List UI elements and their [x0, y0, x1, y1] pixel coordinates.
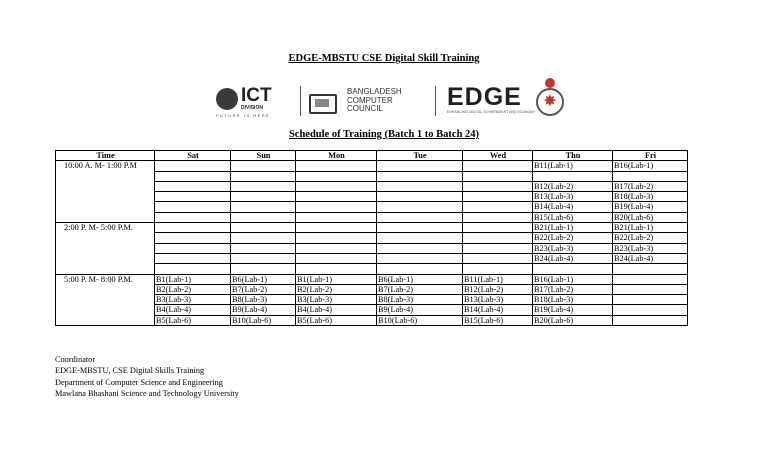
bcc-line-3: COUNCIL — [347, 104, 384, 113]
schedule-cell — [231, 161, 296, 171]
schedule-cell — [613, 171, 688, 181]
ict-division-logo — [216, 86, 286, 120]
schedule-table — [55, 150, 688, 326]
column-header: Sat — [155, 151, 231, 161]
schedule-cell — [231, 202, 296, 212]
schedule-cell: B2(Lab-2) — [155, 284, 231, 294]
schedule-cell — [296, 161, 377, 171]
schedule-cell — [463, 233, 533, 243]
schedule-cell — [533, 264, 613, 274]
schedule-cell: B3(Lab-3) — [155, 295, 231, 305]
schedule-cell — [463, 181, 533, 191]
column-header: Mon — [296, 151, 377, 161]
schedule-cell: B20(Lab-6) — [613, 212, 688, 222]
schedule-cell — [463, 212, 533, 222]
edge-logo-subtext: ENHANCING DIGITAL GOVERNMENT AND ECONOMY — [447, 110, 536, 114]
table-row — [56, 161, 688, 171]
schedule-cell: B14(Lab-4) — [463, 305, 533, 315]
schedule-cell — [231, 233, 296, 243]
schedule-cell: B6(Lab-1) — [231, 274, 296, 284]
schedule-cell: B1(Lab-1) — [296, 274, 377, 284]
coordinator-line: Department of Computer Science and Engineering — [55, 377, 223, 387]
bangladesh-map-icon — [216, 88, 238, 110]
schedule-cell — [463, 161, 533, 171]
schedule-cell: B13(Lab-3) — [533, 192, 613, 202]
schedule-cell: B3(Lab-3) — [296, 295, 377, 305]
schedule-cell — [296, 243, 377, 253]
schedule-cell — [613, 315, 688, 325]
coordinator-line: Mawlana Bhashani Science and Technology University — [55, 389, 239, 399]
seal-emblem-icon: ✸ — [536, 88, 564, 116]
schedule-cell — [463, 192, 533, 202]
schedule-cell: B6(Lab-1) — [377, 274, 463, 284]
bcc-logo — [309, 88, 419, 118]
edge-logo-text: EDGE — [447, 83, 522, 111]
schedule-cell: B11(Lab-1) — [533, 161, 613, 171]
computer-monitor-icon — [309, 94, 337, 114]
schedule-cell — [377, 202, 463, 212]
schedule-cell — [463, 202, 533, 212]
schedule-cell — [296, 171, 377, 181]
schedule-cell — [377, 223, 463, 233]
schedule-cell — [533, 171, 613, 181]
schedule-cell — [613, 305, 688, 315]
schedule-cell: B8(Lab-3) — [377, 295, 463, 305]
schedule-cell: B23(Lab-3) — [533, 243, 613, 253]
schedule-cell — [155, 212, 231, 222]
schedule-cell — [463, 223, 533, 233]
schedule-cell — [613, 274, 688, 284]
schedule-cell — [613, 264, 688, 274]
column-header: Wed — [463, 151, 533, 161]
schedule-cell: B17(Lab-2) — [533, 284, 613, 294]
schedule-cell — [296, 223, 377, 233]
schedule-cell — [231, 212, 296, 222]
bcc-line-2: COMPUTER — [347, 95, 393, 105]
schedule-cell — [377, 264, 463, 274]
schedule-cell: B24(Lab-4) — [533, 253, 613, 263]
schedule-cell — [463, 253, 533, 263]
schedule-cell — [155, 233, 231, 243]
column-header: Tue — [377, 151, 463, 161]
schedule-cell — [296, 253, 377, 263]
schedule-title: Schedule of Training (Batch 1 to Batch 24) — [288, 129, 480, 140]
schedule-cell: B10(Lab-6) — [231, 315, 296, 325]
schedule-cell: B19(Lab-4) — [533, 305, 613, 315]
coordinator-line: Coordinator — [55, 355, 96, 364]
schedule-cell — [377, 233, 463, 243]
schedule-cell: B4(Lab-4) — [155, 305, 231, 315]
document-title: EDGE-MBSTU CSE Digital Skill Training — [288, 53, 480, 64]
time-slot-cell: 5:00 P. M- 8:00 P.M. — [56, 274, 155, 325]
schedule-cell — [231, 181, 296, 191]
logo-divider — [435, 86, 436, 116]
schedule-cell: B5(Lab-6) — [296, 315, 377, 325]
schedule-cell — [231, 264, 296, 274]
schedule-cell — [296, 264, 377, 274]
schedule-cell — [613, 284, 688, 294]
schedule-cell — [155, 223, 231, 233]
schedule-cell — [231, 192, 296, 202]
ict-logo-subtext: DIVISION — [241, 105, 263, 111]
coordinator-line: EDGE-MBSTU, CSE Digital Skills Training — [55, 366, 205, 376]
schedule-cell — [463, 171, 533, 181]
schedule-cell: B16(Lab-1) — [533, 274, 613, 284]
schedule-cell — [155, 202, 231, 212]
table-header-row — [56, 151, 688, 161]
table-row — [56, 223, 688, 233]
schedule-cell — [296, 192, 377, 202]
schedule-cell: B12(Lab-2) — [533, 181, 613, 191]
schedule-cell — [296, 233, 377, 243]
coordinator-block — [55, 354, 239, 400]
schedule-cell: B19(Lab-4) — [613, 202, 688, 212]
schedule-cell — [231, 223, 296, 233]
schedule-cell — [377, 243, 463, 253]
schedule-cell — [296, 181, 377, 191]
schedule-cell: B18(Lab-3) — [533, 295, 613, 305]
schedule-cell — [377, 161, 463, 171]
schedule-cell — [377, 171, 463, 181]
schedule-cell — [155, 253, 231, 263]
schedule-cell — [155, 181, 231, 191]
schedule-cell: B14(Lab-4) — [533, 202, 613, 212]
schedule-cell — [296, 212, 377, 222]
schedule-cell: B9(Lab-4) — [231, 305, 296, 315]
column-header: Time — [56, 151, 155, 161]
schedule-cell: B13(Lab-3) — [463, 295, 533, 305]
schedule-cell — [231, 253, 296, 263]
schedule-cell: B4(Lab-4) — [296, 305, 377, 315]
schedule-body — [56, 161, 688, 326]
schedule-cell: B15(Lab-6) — [533, 212, 613, 222]
bcc-logo-text — [347, 88, 402, 114]
schedule-cell: B22(Lab-2) — [613, 233, 688, 243]
time-slot-cell: 2:00 P. M- 5:00 P.M. — [56, 223, 155, 274]
university-seal-logo — [533, 78, 567, 120]
schedule-cell — [377, 253, 463, 263]
schedule-cell: B1(Lab-1) — [155, 274, 231, 284]
schedule-cell — [613, 295, 688, 305]
ict-logo-tagline: FUTURE IS HERE — [216, 113, 271, 118]
schedule-cell: B21(Lab-1) — [533, 223, 613, 233]
schedule-cell: B20(Lab-6) — [533, 315, 613, 325]
schedule-cell: B10(Lab-6) — [377, 315, 463, 325]
column-header: Thu — [533, 151, 613, 161]
column-header: Sun — [231, 151, 296, 161]
schedule-cell — [463, 243, 533, 253]
schedule-cell: B23(Lab-3) — [613, 243, 688, 253]
schedule-cell: B24(Lab-4) — [613, 253, 688, 263]
schedule-cell — [463, 264, 533, 274]
edge-logo — [447, 83, 536, 120]
logo-divider — [300, 86, 301, 116]
schedule-cell: B5(Lab-6) — [155, 315, 231, 325]
ict-logo-text: ICT — [241, 85, 272, 106]
schedule-cell: B15(Lab-6) — [463, 315, 533, 325]
column-header: Fri — [613, 151, 688, 161]
schedule-cell: B22(Lab-2) — [533, 233, 613, 243]
schedule-cell: B7(Lab-2) — [231, 284, 296, 294]
bcc-line-1: BANGLADESH — [347, 87, 402, 96]
schedule-cell — [377, 181, 463, 191]
schedule-cell: B17(Lab-2) — [613, 181, 688, 191]
table-row — [56, 274, 688, 284]
schedule-cell: B12(Lab-2) — [463, 284, 533, 294]
schedule-cell — [155, 264, 231, 274]
schedule-cell — [155, 192, 231, 202]
time-slot-cell: 10:00 A. M- 1:00 P.M — [56, 161, 155, 223]
schedule-cell: B21(Lab-1) — [613, 223, 688, 233]
schedule-cell: B2(Lab-2) — [296, 284, 377, 294]
schedule-cell — [231, 243, 296, 253]
schedule-cell — [377, 192, 463, 202]
schedule-cell: B7(Lab-2) — [377, 284, 463, 294]
schedule-cell: B16(Lab-1) — [613, 161, 688, 171]
schedule-cell — [155, 171, 231, 181]
seal-flame-icon — [545, 78, 555, 88]
schedule-cell — [155, 161, 231, 171]
schedule-cell: B8(Lab-3) — [231, 295, 296, 305]
schedule-cell — [296, 202, 377, 212]
schedule-cell — [231, 171, 296, 181]
schedule-cell — [155, 243, 231, 253]
schedule-cell — [377, 212, 463, 222]
schedule-cell: B9(Lab-4) — [377, 305, 463, 315]
schedule-cell: B18(Lab-3) — [613, 192, 688, 202]
schedule-cell: B11(Lab-1) — [463, 274, 533, 284]
logo-strip — [0, 74, 768, 122]
